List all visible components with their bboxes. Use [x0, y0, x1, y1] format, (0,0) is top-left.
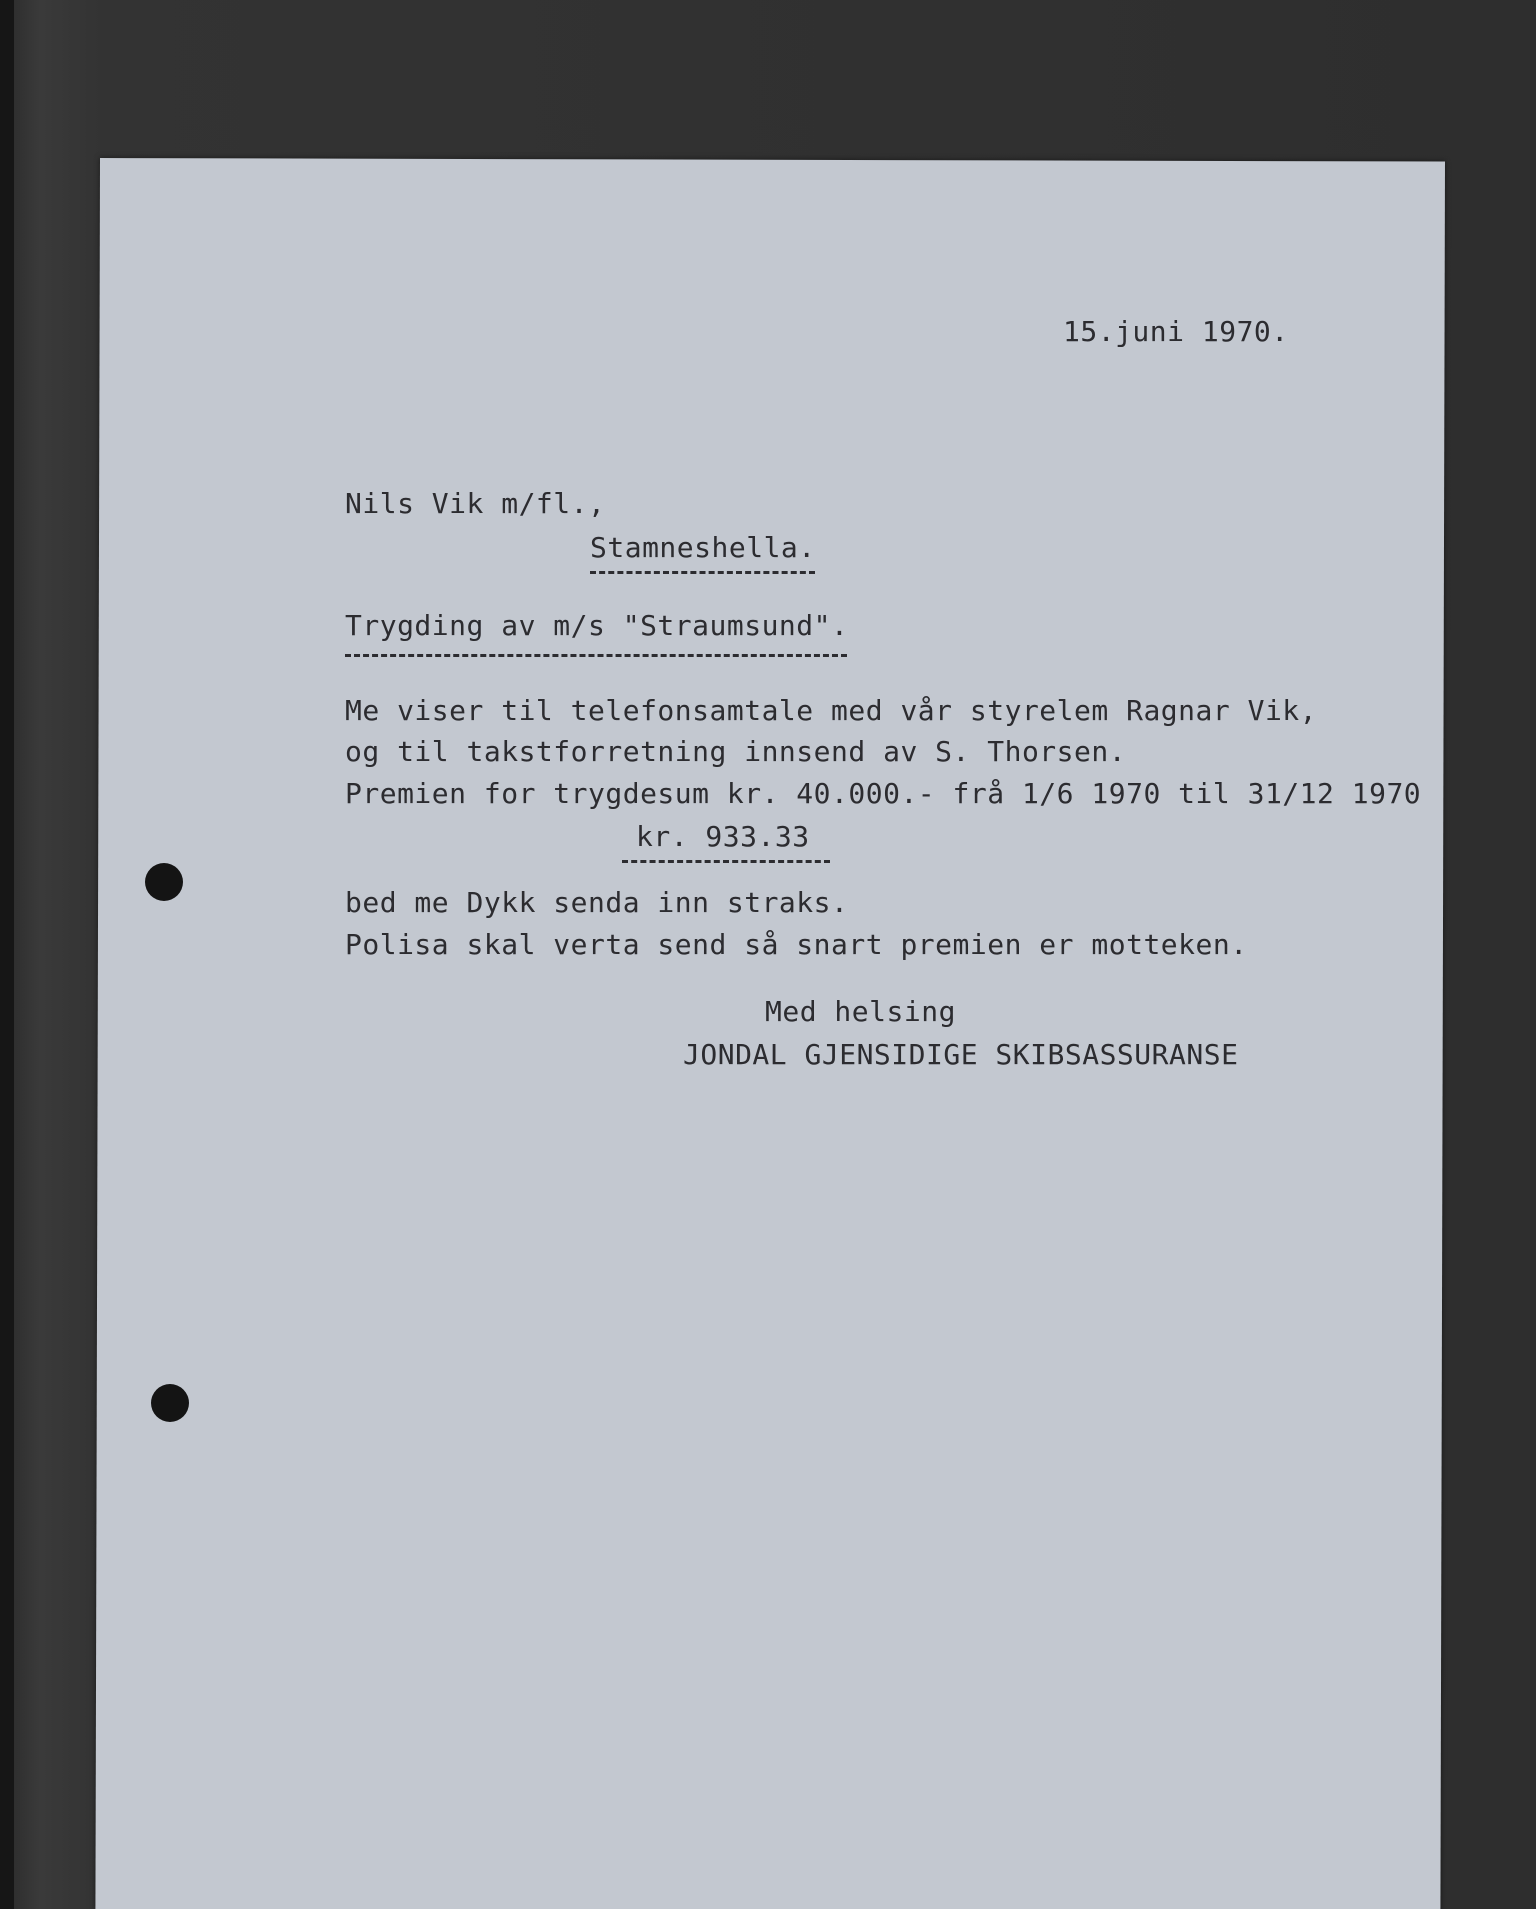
closing-line: Polisa skal verta send så snart premien er motteken. — [345, 928, 1248, 961]
sender-name: JONDAL GJENSIDIGE SKIBSASSURANSE — [683, 1038, 1239, 1071]
amount-underline — [622, 860, 830, 863]
punch-hole — [151, 1384, 189, 1422]
closing-line: bed me Dykk senda inn straks. — [345, 886, 849, 919]
body-line: og til takstforretning innsend av S. Thorsen. — [345, 735, 1127, 768]
body-line: Premien for trygdesum kr. 40.000.- frå 1/6 1970 til 31/12 1970 — [345, 777, 1422, 810]
greeting: Med helsing — [765, 995, 956, 1028]
binder-edge — [0, 0, 14, 1909]
recipient-name: Nils Vik m/fl., — [345, 487, 606, 520]
subject-underline — [345, 654, 847, 657]
letter-date: 15.juni 1970. — [1063, 315, 1289, 348]
punch-hole — [145, 863, 183, 901]
letter-subject: Trygding av m/s "Straumsund". — [345, 609, 849, 642]
recipient-underline — [590, 571, 815, 574]
body-line: Me viser til telefonsamtale med vår styrelem Ragnar Vik, — [345, 694, 1318, 727]
premium-amount: kr. 933.33 — [636, 820, 810, 853]
letter-page — [95, 158, 1445, 1909]
recipient-place: Stamneshella. — [590, 531, 816, 564]
